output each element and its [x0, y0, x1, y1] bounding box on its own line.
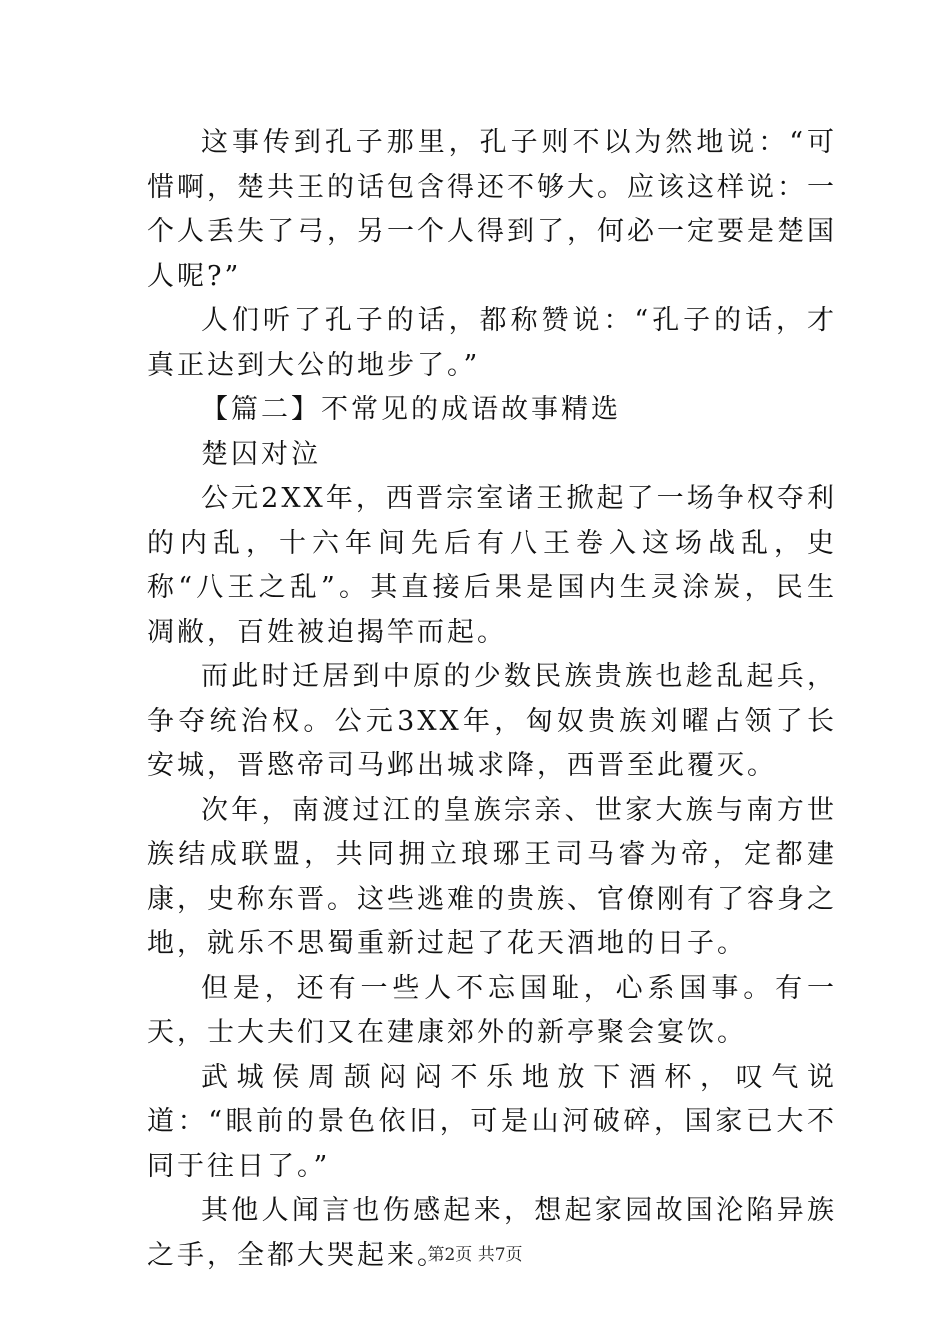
paragraph-eastern-jin: 次年，南渡过江的皇族宗亲、世家大族与南方世族结成联盟，共同拥立琅琊王司马睿为帝，定都建康，史称东晋。这些逃难的贵族、官僚刚有了容身之地，就乐不思蜀重新过起了花天酒地的日子。	[147, 794, 837, 959]
story-title: 楚囚对泣	[201, 438, 321, 470]
paragraph-xinting-gathering: 但是，还有一些人不忘国耻，心系国事。有一天，士大夫们又在建康郊外的新亭聚会宴饮。	[147, 972, 837, 1048]
paragraph-all-weep: 其他人闻言也伤感起来，想起家园故国沦陷异族之手，全都大哭起来。	[147, 1195, 837, 1271]
section-heading: 【篇二】不常见的成语故事精选	[201, 394, 621, 425]
page-footer: 第2页 共7页	[427, 1245, 523, 1265]
paragraph-western-jin-fall: 而此时迁居到中原的少数民族贵族也趁乱起兵，争夺统治权。公元3XX年，匈奴贵族刘曜占领了长安城，晋愍帝司马邺出城求降，西晋至此覆灭。	[147, 661, 837, 781]
paragraph-zhou-sigh: 武城侯周颉闷闷不乐地放下酒杯，叹气说道：“眼前的景色依旧，可是山河破碎，国家已大不同于往日了。”	[147, 1061, 837, 1182]
paragraph-eight-kings: 公元2XX年，西晋宗室诸王掀起了一场争权夺利的内乱，十六年间先后有八王卷入这场战乱，史称“八王之乱”。其直接后果是国内生灵涂炭，民生凋敝，百姓被迫揭竿而起。	[147, 483, 837, 648]
paragraph-confucius-comment: 这事传到孔子那里，孔子则不以为然地说：“可惜啊，楚共王的话包含得还不够大。应该这样说：一个人丢失了弓，另一个人得到了，何必一定要是楚国人呢?”	[147, 127, 837, 292]
paragraph-people-praise: 人们听了孔子的话，都称赞说：“孔子的话，才真正达到大公的地步了。”	[147, 305, 837, 381]
document-body	[147, 121, 837, 1278]
